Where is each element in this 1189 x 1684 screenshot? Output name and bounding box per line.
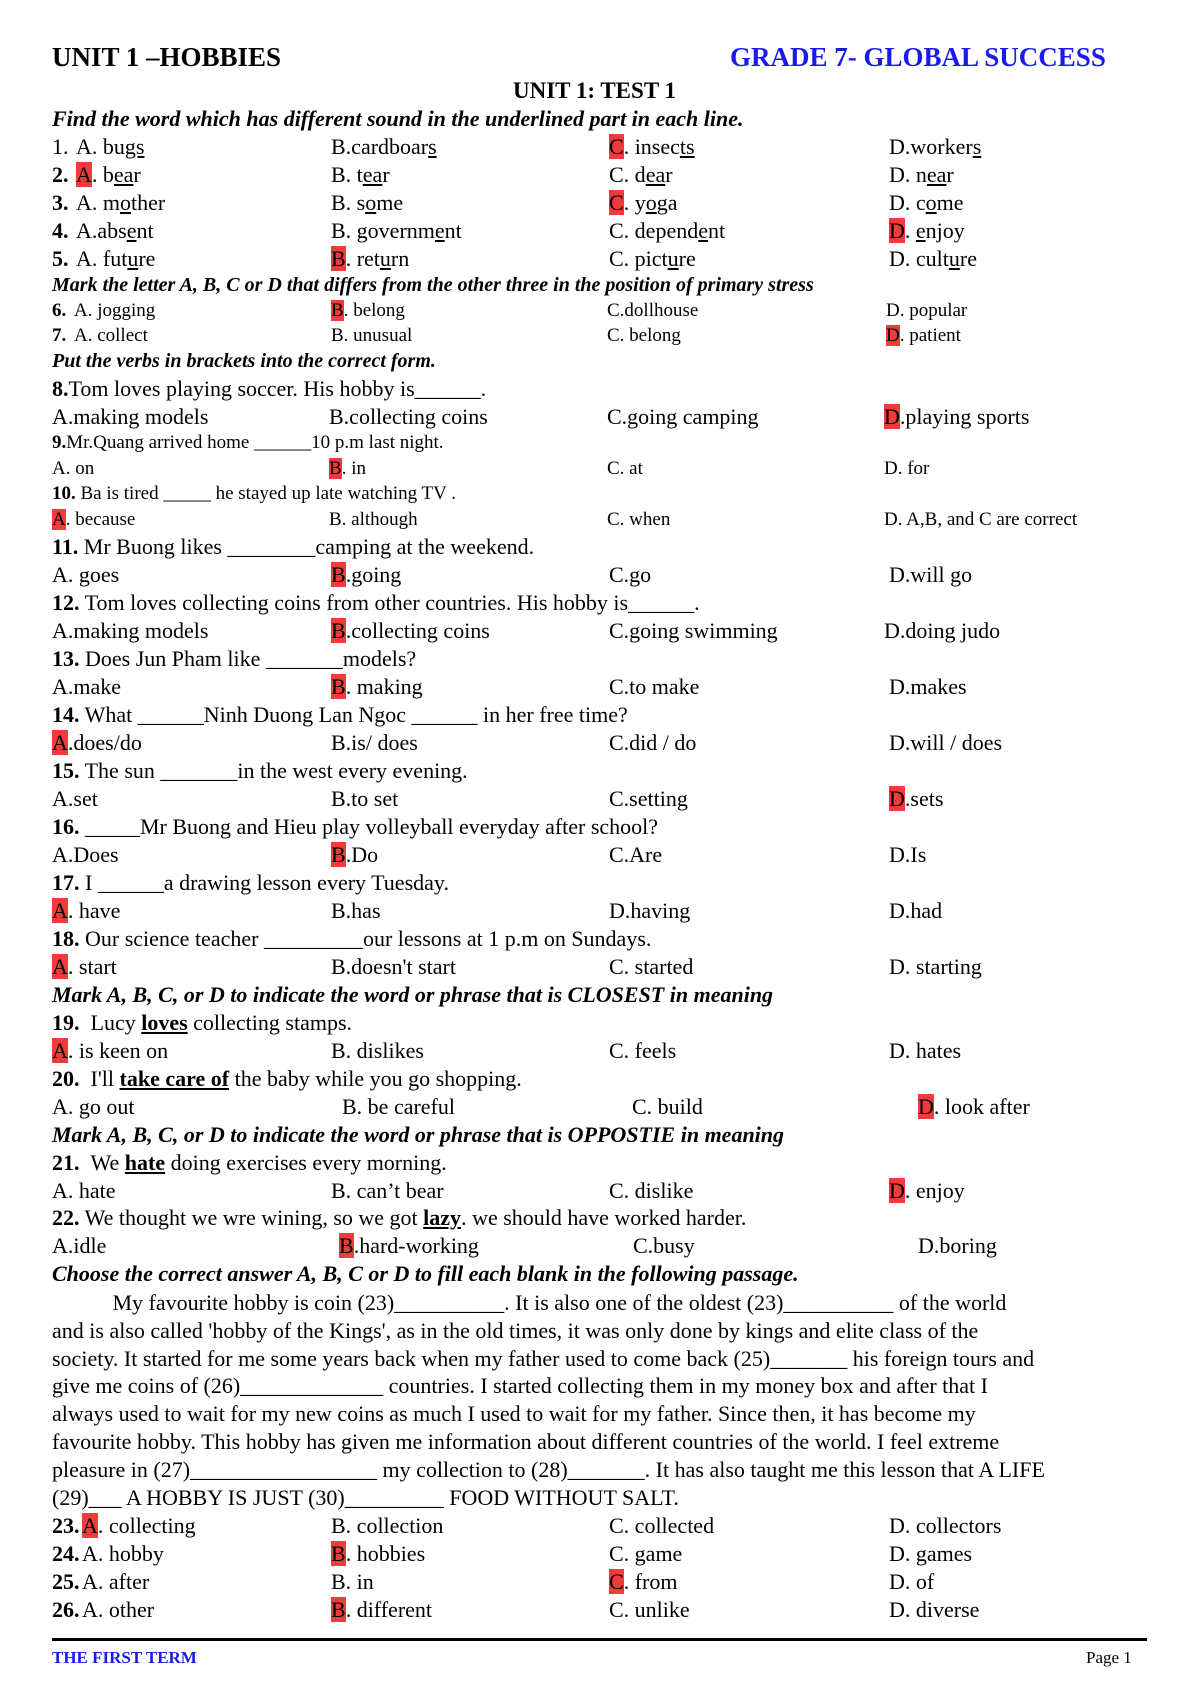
option-b: B.Do	[331, 842, 379, 867]
passage-line: society. It started for me some years back when my father used to come back (25)_______ his foreign tours and	[52, 1345, 1035, 1371]
question-number: 2.	[52, 162, 69, 187]
option-a: A. other	[82, 1597, 155, 1622]
question-number: 13.	[52, 646, 80, 671]
question-number: 5.	[52, 246, 69, 271]
option-c: C. collected	[609, 1513, 715, 1538]
option-d: D. enjoy	[889, 218, 965, 243]
option-c: C. started	[609, 954, 694, 979]
option-a: A.making models	[52, 618, 209, 643]
option-c: C. picture	[609, 246, 696, 271]
option-a: A. start	[52, 954, 117, 979]
option-c: C.setting	[609, 786, 688, 811]
question-number: 9.	[52, 432, 67, 453]
question-stem: 19. Lucy loves collecting stamps.	[52, 1010, 353, 1035]
passage-line: favourite hobby. This hobby has given me information about different countries of the world. I feel extreme	[52, 1428, 1000, 1454]
question-stem	[52, 534, 534, 562]
option-b: B. some	[331, 190, 404, 215]
option-b: B.going	[331, 562, 402, 587]
question-number: 16.	[52, 814, 80, 839]
question-stem	[52, 814, 658, 842]
footer-term: THE FIRST TERM	[52, 1648, 197, 1667]
option-d: D. near	[889, 162, 954, 187]
question-stem	[52, 590, 700, 618]
question-text: The sun _______in the west every evening.	[84, 758, 468, 783]
option-d: D.makes	[889, 674, 967, 699]
question-number: 1.	[52, 134, 69, 159]
question-number: 4.	[52, 218, 69, 243]
option-c: C. game	[609, 1541, 683, 1566]
section-instruction: Put the verbs in brackets into the correct form.	[52, 350, 436, 372]
option-c: C.to make	[609, 674, 700, 699]
option-a: A. have	[52, 898, 121, 923]
option-a: A. jogging	[74, 300, 156, 321]
option-a: A.absent	[76, 218, 154, 243]
section-instruction: Find the word which has different sound in the underlined part in each line.	[52, 106, 744, 131]
option-a: A. future	[76, 246, 156, 271]
option-b: B.collecting coins	[331, 618, 490, 643]
option-c: C.busy	[633, 1233, 695, 1258]
option-a: A. collect	[74, 325, 148, 346]
question-number: 7.	[52, 325, 67, 346]
option-d: D. of	[889, 1569, 935, 1594]
test-title: UNIT 1: TEST 1	[513, 78, 676, 103]
question-stem: 21. We hate doing exercises every morning.	[52, 1150, 447, 1175]
passage-line: always used to wait for my new coins as much I used to wait for my father. Since then, it has become my	[52, 1401, 976, 1427]
section-instruction: Mark A, B, C, or D to indicate the word or phrase that is OPPOSTIE in meaning	[52, 1122, 785, 1147]
section-instruction: Choose the correct answer A, B, C or D to fill each blank in the following passage.	[52, 1261, 799, 1286]
option-c: C. dislike	[609, 1178, 694, 1203]
option-a: A.idle	[52, 1233, 107, 1258]
option-b: B. can’t bear	[331, 1178, 444, 1203]
option-b: B. dislikes	[331, 1038, 424, 1063]
question-text: I ______a drawing lesson every Tuesday.	[85, 870, 449, 895]
option-b: B. in	[331, 1569, 374, 1594]
passage-line: and is also called 'hobby of the Kings', as in the old times, it was only done by kings and elite class of the	[52, 1317, 979, 1343]
question-number: 3.	[52, 190, 69, 215]
question-number: 19.	[52, 1010, 80, 1035]
option-c: C.going camping	[607, 404, 759, 429]
unit-title: UNIT 1 –HOBBIES	[52, 42, 282, 72]
option-a: A. on	[52, 458, 95, 479]
option-c: C. insects	[609, 134, 695, 159]
passage-line: (29)___ A HOBBY IS JUST (30)_________ FOOD WITHOUT SALT.	[52, 1484, 679, 1510]
option-b: B. return	[331, 246, 410, 271]
option-b: B. be careful	[342, 1094, 455, 1119]
option-c: C. dear	[609, 162, 673, 187]
question-number: 22.	[52, 1205, 80, 1230]
question-stem	[52, 432, 444, 460]
option-b: B. unusual	[331, 325, 413, 346]
option-c: C.did / do	[609, 730, 697, 755]
option-d: D.playing sports	[884, 404, 1030, 429]
option-d: D. patient	[886, 325, 961, 346]
passage-line: My favourite hobby is coin (23)__________. It is also one of the oldest (23)__________ of the world	[52, 1290, 1007, 1315]
grade-title: GRADE 7- GLOBAL SUCCESS	[730, 42, 1106, 72]
question-number: 10.	[52, 483, 76, 504]
question-text: Tom loves collecting coins from other countries. His hobby is______.	[84, 590, 700, 615]
option-d: D. games	[889, 1541, 973, 1566]
option-d: D. look after	[918, 1094, 1030, 1119]
question-text: Tom loves playing soccer. His hobby is______.	[68, 376, 487, 401]
option-a: A. mother	[76, 190, 166, 215]
option-a: A. collecting	[82, 1513, 196, 1538]
option-c: C.going swimming	[609, 618, 778, 643]
option-c: C. build	[632, 1094, 703, 1119]
question-number: 18.	[52, 926, 80, 951]
question-number: 25.	[52, 1569, 80, 1594]
question-number: 24.	[52, 1541, 80, 1566]
option-b: B.collecting coins	[329, 404, 488, 429]
question-number: 17.	[52, 870, 80, 895]
option-b: B. tear	[331, 162, 390, 187]
option-c: C. feels	[609, 1038, 677, 1063]
question-number: 6.	[52, 300, 67, 321]
question-number: 12.	[52, 590, 80, 615]
question-text: Mr.Quang arrived home ______10 p.m last night.	[66, 432, 444, 453]
option-d: D.Is	[889, 842, 927, 867]
passage-line: give me coins of (26)_____________ countries. I started collecting them in my money box and after that I	[52, 1373, 988, 1399]
option-a: A.set	[52, 786, 98, 811]
option-d: D.doing judo	[884, 618, 1001, 643]
option-c: C. dependent	[609, 218, 726, 243]
question-number: 11.	[52, 534, 79, 559]
option-b: B.has	[331, 898, 381, 923]
option-d: D. collectors	[889, 1513, 1002, 1538]
option-d: D. for	[884, 458, 930, 479]
option-c: C.go	[609, 562, 652, 587]
option-a: A.Does	[52, 842, 119, 867]
question-number: 20.	[52, 1066, 80, 1091]
option-d: D. starting	[889, 954, 982, 979]
question-text: What ______Ninh Duong Lan Ngoc ______ in her free time?	[84, 702, 628, 727]
question-text: Mr Buong likes ________camping at the weekend.	[83, 534, 535, 559]
option-a: A.make	[52, 674, 122, 699]
section-instruction: Mark A, B, C, or D to indicate the word or phrase that is CLOSEST in meaning	[52, 982, 774, 1007]
option-d: D.had	[889, 898, 943, 923]
question-text: Ba is tired _____ he stayed up late watching TV .	[80, 483, 457, 504]
option-d: D. A,B, and C are correct	[884, 509, 1078, 530]
option-c: C. unlike	[609, 1597, 690, 1622]
option-d: D. culture	[889, 246, 977, 271]
option-c: C.Are	[609, 842, 663, 867]
option-b: B. different	[331, 1597, 433, 1622]
question-stem	[52, 758, 468, 786]
option-b: B.cardboars	[331, 134, 437, 159]
question-stem	[52, 646, 416, 674]
option-b: B.doesn't start	[331, 954, 456, 979]
option-d: D.sets	[889, 786, 944, 811]
question-stem: 20. I'll take care of the baby while you go shopping.	[52, 1066, 522, 1091]
question-stem	[52, 870, 449, 898]
question-stem	[52, 376, 486, 404]
option-d: D. enjoy	[889, 1178, 965, 1203]
question-text: _____Mr Buong and Hieu play volleyball everyday after school?	[85, 814, 659, 839]
option-b: B. hobbies	[331, 1541, 426, 1566]
option-a: A. bear	[76, 162, 141, 187]
option-b: B.hard-working	[339, 1233, 479, 1258]
option-b: B. although	[329, 509, 418, 530]
key-word: loves	[141, 1010, 188, 1035]
question-text: Our science teacher _________our lessons at 1 p.m on Sundays.	[85, 926, 652, 951]
option-c: C. at	[607, 458, 643, 479]
option-c: C. yoga	[609, 190, 678, 215]
key-word: take care of	[119, 1066, 230, 1091]
option-d: D. hates	[889, 1038, 962, 1063]
option-c: D.having	[609, 898, 691, 923]
question-number: 21.	[52, 1150, 80, 1175]
option-c: C.dollhouse	[607, 300, 699, 321]
option-b: B. belong	[331, 300, 405, 321]
option-d: D. come	[889, 190, 964, 215]
question-number: 14.	[52, 702, 80, 727]
question-stem	[52, 926, 651, 954]
option-d: D.boring	[918, 1233, 997, 1258]
option-a: A. go out	[52, 1094, 135, 1119]
option-a: A. hobby	[82, 1541, 164, 1566]
question-number: 26.	[52, 1597, 80, 1622]
option-b: B. government	[331, 218, 462, 243]
option-a: A.does/do	[52, 730, 142, 755]
option-b: B. in	[329, 458, 366, 479]
option-a: A. hate	[52, 1178, 116, 1203]
reading-passage	[52, 1289, 1152, 1511]
option-b: B.is/ does	[331, 730, 418, 755]
page-number: Page 1	[1086, 1648, 1132, 1667]
key-word: lazy	[423, 1205, 462, 1230]
option-b: B. collection	[331, 1513, 444, 1538]
passage-line: pleasure in (27)_________________ my collection to (28)_______. It has also taught me this lesson that A LIFE	[52, 1456, 1045, 1482]
option-a: A. is keen on	[52, 1038, 169, 1063]
footer-divider	[52, 1638, 1147, 1641]
option-d: D.will go	[889, 562, 973, 587]
question-number: 8.	[52, 376, 69, 401]
option-a: A. because	[52, 509, 136, 530]
option-d: D. diverse	[889, 1597, 980, 1622]
question-text: Does Jun Pham like _______models?	[85, 646, 417, 671]
option-d: D. popular	[886, 300, 968, 321]
option-b: B. making	[331, 674, 423, 699]
option-a: A. after	[82, 1569, 150, 1594]
option-d: D.will / does	[889, 730, 1003, 755]
option-c: C. from	[609, 1569, 678, 1594]
key-word: hate	[124, 1150, 166, 1175]
question-stem: 22. We thought we wre wining, so we got lazy. we should have worked harder.	[52, 1205, 747, 1230]
question-stem	[52, 702, 628, 730]
question-number: 15.	[52, 758, 80, 783]
section-instruction: Mark the letter A, B, C or D that differs from the other three in the position of primary stress	[52, 274, 814, 296]
question-stem	[52, 483, 456, 511]
option-b: B.to set	[331, 786, 399, 811]
option-a: A. goes	[52, 562, 120, 587]
option-a: A. bugs	[76, 134, 145, 159]
question-number: 23.	[52, 1513, 80, 1538]
option-c: C. when	[607, 509, 671, 530]
option-a: A.making models	[52, 404, 209, 429]
option-c: C. belong	[607, 325, 681, 346]
option-d: D.workers	[889, 134, 982, 159]
